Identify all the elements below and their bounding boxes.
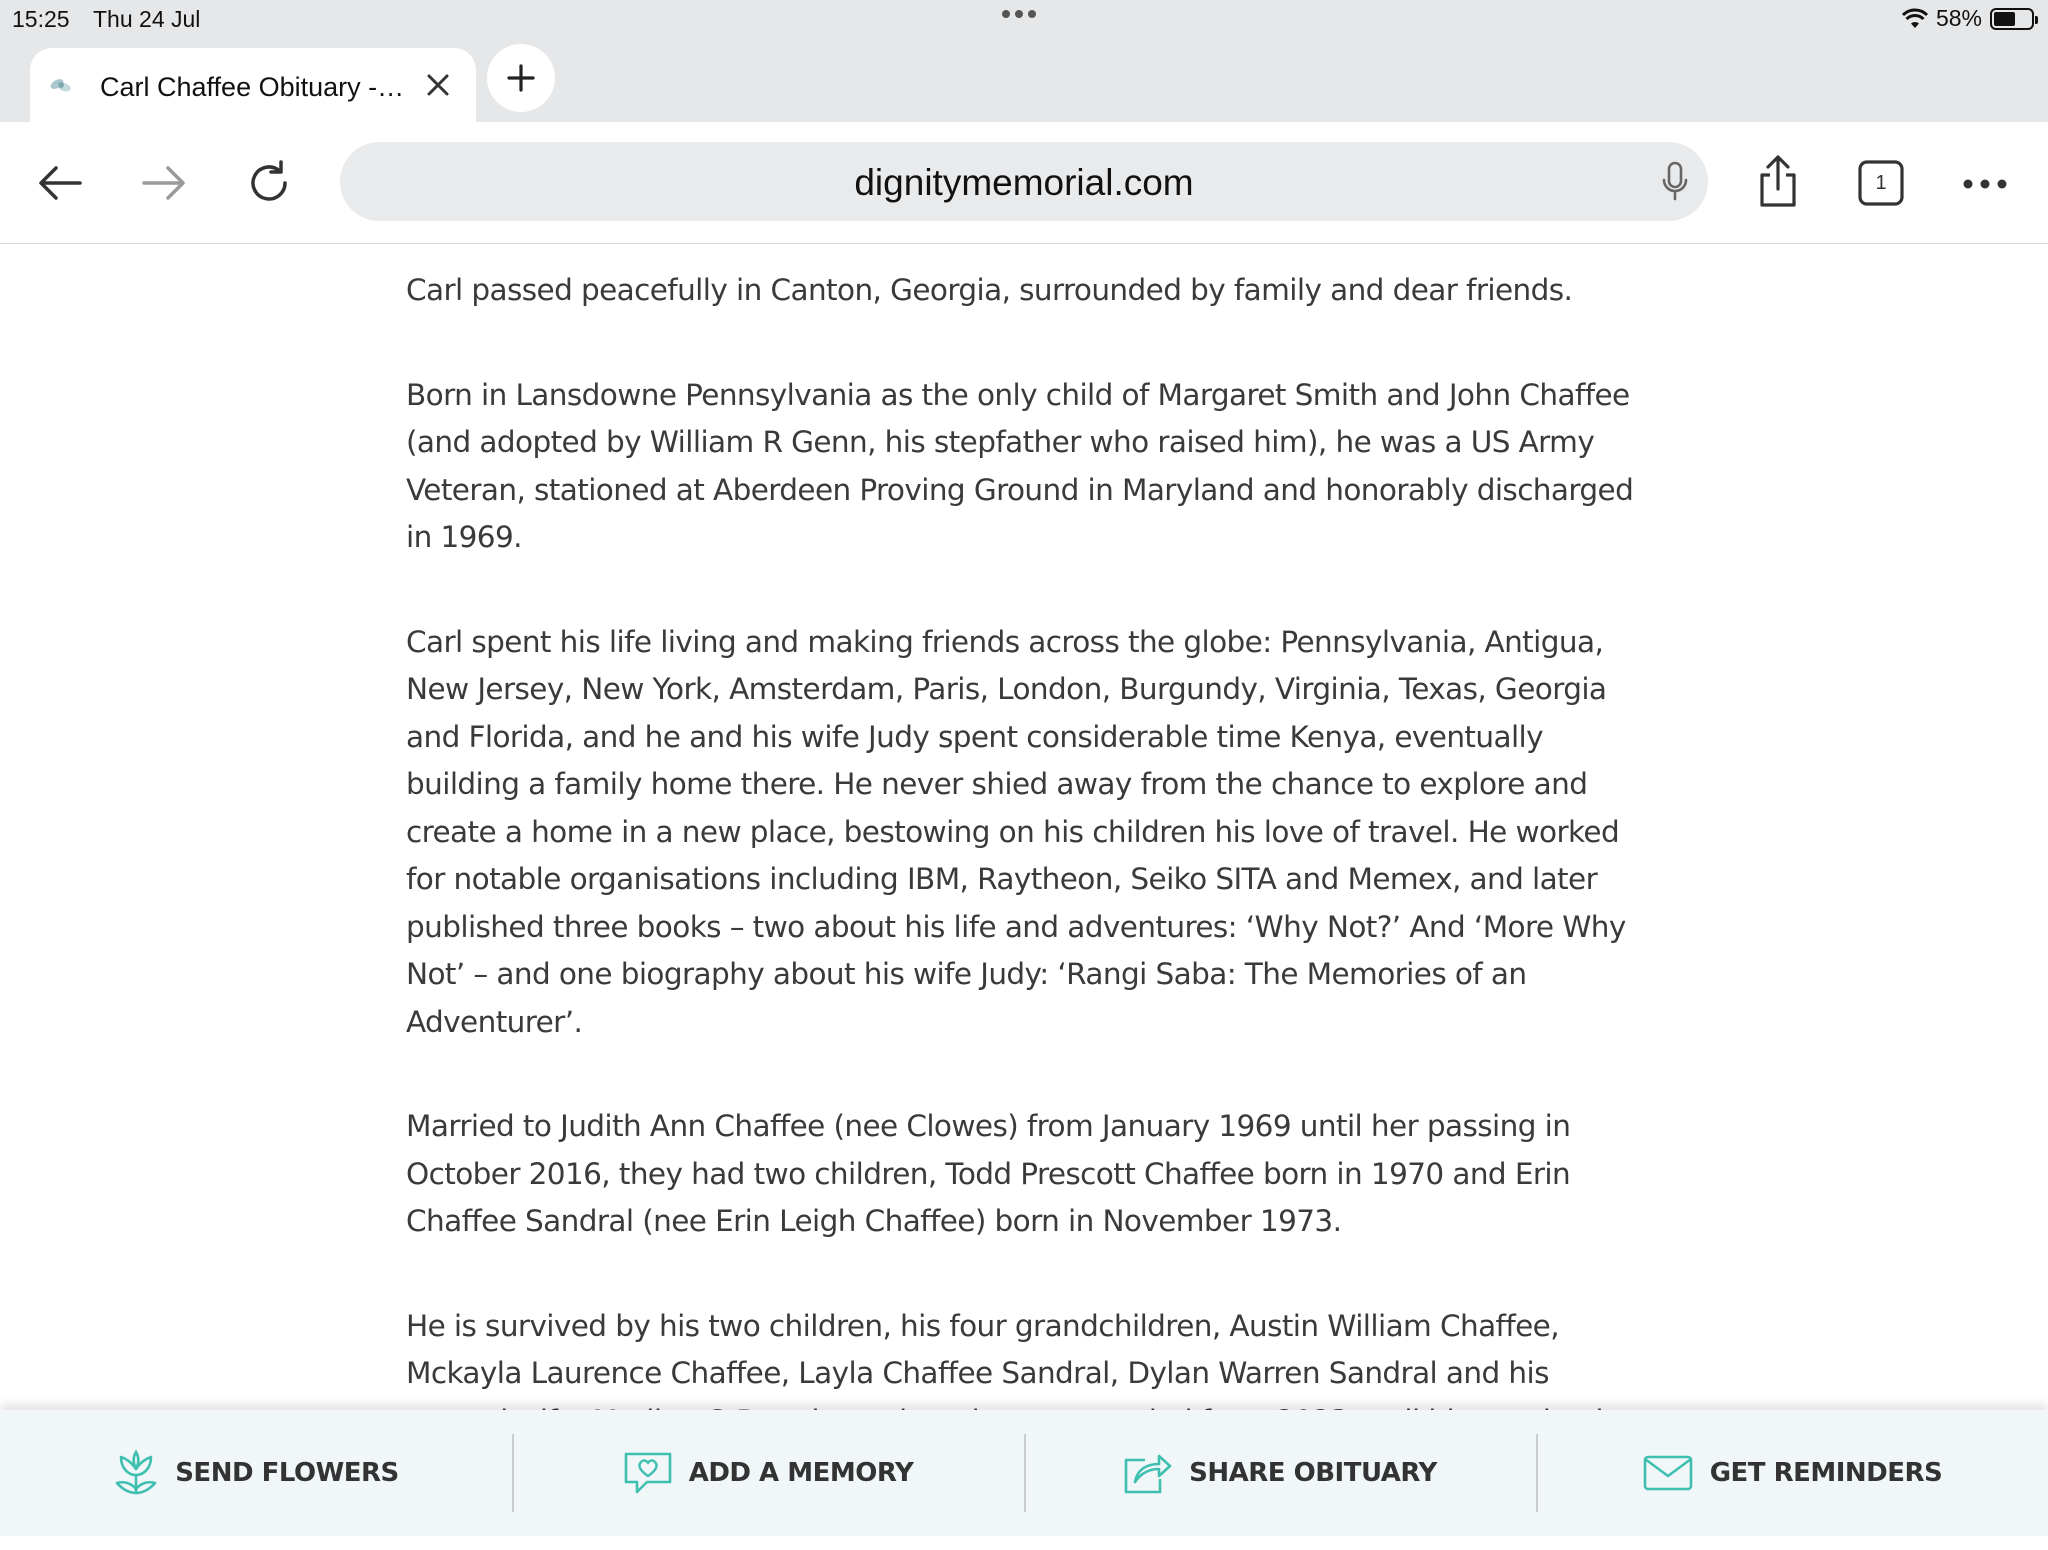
wifi-icon: [1902, 9, 1928, 29]
share-button[interactable]: [1750, 150, 1806, 212]
tab-count: 1: [1875, 171, 1887, 194]
new-tab-button[interactable]: [487, 44, 555, 112]
reload-button[interactable]: [240, 155, 298, 211]
reload-icon: [245, 159, 293, 207]
obituary-text: [406, 267, 1656, 1550]
share-arrow-icon: [1123, 1451, 1173, 1495]
close-tab-icon[interactable]: [422, 69, 454, 101]
status-time: 15:25: [12, 6, 70, 32]
browser-toolbar: [0, 122, 2048, 244]
send-flowers-button[interactable]: [0, 1410, 512, 1536]
status-indicators: [1902, 5, 2034, 32]
site-favicon-icon: [46, 70, 76, 100]
status-date: Thu 24 Jul: [93, 6, 201, 32]
more-icon: [1962, 178, 2008, 190]
address-bar[interactable]: [340, 142, 1708, 221]
add-memory-label: ADD A MEMORY: [688, 1458, 914, 1488]
get-reminders-button[interactable]: [1536, 1410, 2048, 1536]
obituary-paragraph: He is survived by his two children, his four grandchildren, Austin William Chaffee, Mckayla Laurence Chaffee, Layla Chaffee Sandral, Dylan Warren Sandral and his: [406, 1308, 1559, 1390]
get-reminders-label: GET REMINDERS: [1709, 1458, 1943, 1488]
memory-heart-icon: [623, 1451, 673, 1495]
tab-title: Carl Chaffee Obituary -…: [100, 72, 405, 102]
battery-level: [1994, 12, 2015, 26]
battery-percent: 58%: [1935, 5, 1982, 31]
multitasking-dots-icon[interactable]: [1002, 10, 1036, 18]
share-icon: [1756, 153, 1800, 209]
status-bar: [0, 0, 2048, 38]
obituary-paragraph: Married to Judith Ann Chaffee (nee Clowes) from January 1969 until her passing in October 2016, they had two children, Todd Prescott Chaffee born in 1970 and Erin Chaffee Sandral (nee Erin Leigh Chaffee) born in November 1973.: [406, 1109, 1571, 1238]
obituary-paragraph: Born in Lansdowne Pennsylvania as the only child of Margaret Smith and John Chaffee (and adopted by William R Genn, his stepfather who raised him), he was a US Army Veteran, stationed at Aberdeen Proving Ground in Maryland and honorably discharged in 1969.: [406, 377, 1634, 554]
obituary-paragraph: Carl spent his life living and making friends across the globe: Pennsylvania, Antigua, New Jersey, New York, Amsterdam, Paris, London, Burgundy, Virginia, Texas, Georgia and Florida, and he and his wife Judy spent considerable time Kenya, eventually building a family home there. He never shied away from the chance to explore and create a home in a new place, bestowing on his children his love of travel. He worked for notable organisations including IBM, Raytheon, Seiko SITA and Memex, and later published three books – two about his life and adventures: ‘Why Not?’ And ‘More Why Not’ – and one biography about his wife Judy: ‘Rangi Saba: The Memories of an Adventurer’.: [406, 624, 1626, 1039]
obituary-action-bar: [0, 1410, 2048, 1536]
more-menu-button[interactable]: [1960, 162, 2010, 206]
envelope-icon: [1642, 1454, 1694, 1492]
obituary-paragraph: Carl passed peacefully in Canton, Georgia, surrounded by family and dear friends.: [406, 273, 1573, 307]
send-flowers-label: SEND FLOWERS: [175, 1458, 399, 1488]
battery-icon: [1990, 8, 2034, 30]
forward-button[interactable]: [136, 157, 192, 209]
flower-icon: [113, 1449, 159, 1497]
tab-active[interactable]: [30, 48, 476, 122]
share-obituary-button[interactable]: [1024, 1410, 1536, 1536]
tab-strip: [0, 38, 2048, 122]
share-obituary-label: SHARE OBITUARY: [1189, 1458, 1437, 1488]
back-button[interactable]: [32, 157, 88, 209]
add-memory-button[interactable]: [512, 1410, 1024, 1536]
url-text[interactable]: dignitymemorial.com: [854, 162, 1194, 203]
arrow-right-icon: [140, 163, 188, 203]
tabs-overview-button[interactable]: [1856, 158, 1906, 208]
microphone-icon[interactable]: [1660, 160, 1690, 204]
arrow-left-icon: [36, 163, 84, 203]
page-content[interactable]: [0, 245, 2048, 1410]
plus-icon: [505, 62, 537, 94]
